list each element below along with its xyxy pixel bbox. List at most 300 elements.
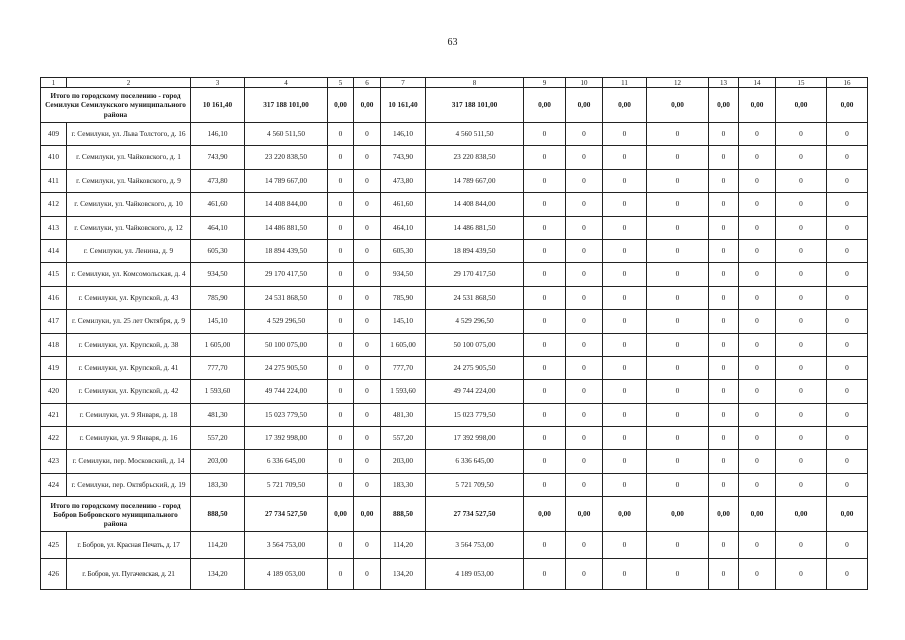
value-cell-col-11: 0,00 bbox=[603, 497, 647, 532]
column-header-16: 16 bbox=[827, 78, 868, 88]
table-header bbox=[41, 78, 868, 88]
address-cell: г. Семилуки, ул. Чайковского, д. 12 bbox=[67, 216, 191, 239]
value-cell-col-10: 0 bbox=[566, 216, 603, 239]
value-cell-col-12: 0 bbox=[647, 559, 709, 590]
value-cell-col-16: 0 bbox=[827, 403, 868, 426]
value-cell-col-3: 464,10 bbox=[191, 216, 245, 239]
value-cell-col-13: 0 bbox=[709, 380, 739, 403]
value-cell-col-9: 0 bbox=[524, 123, 566, 146]
value-cell-col-4: 23 220 838,50 bbox=[245, 146, 328, 169]
row-number-cell: 420 bbox=[41, 380, 67, 403]
value-cell-col-12: 0 bbox=[647, 403, 709, 426]
value-cell-col-12: 0 bbox=[647, 473, 709, 496]
value-cell-col-4: 49 744 224,00 bbox=[245, 380, 328, 403]
value-cell-col-3: 10 161,40 bbox=[191, 88, 245, 123]
value-cell-col-3: 134,20 bbox=[191, 559, 245, 590]
row-number-cell: 418 bbox=[41, 333, 67, 356]
value-cell-col-8: 317 188 101,00 bbox=[426, 88, 524, 123]
value-cell-col-4: 24 275 905,50 bbox=[245, 356, 328, 379]
value-cell-col-7: 934,50 bbox=[381, 263, 426, 286]
column-header-8: 8 bbox=[426, 78, 524, 88]
value-cell-col-16: 0 bbox=[827, 146, 868, 169]
value-cell-col-5: 0 bbox=[328, 473, 354, 496]
column-header-2: 2 bbox=[67, 78, 191, 88]
value-cell-col-14: 0 bbox=[739, 146, 776, 169]
value-cell-col-9: 0 bbox=[524, 286, 566, 309]
value-cell-col-5: 0 bbox=[328, 450, 354, 473]
value-cell-col-11: 0 bbox=[603, 333, 647, 356]
value-cell-col-12: 0 bbox=[647, 239, 709, 262]
value-cell-col-10: 0 bbox=[566, 169, 603, 192]
value-cell-col-16: 0 bbox=[827, 380, 868, 403]
table-row bbox=[41, 427, 868, 450]
value-cell-col-10: 0 bbox=[566, 532, 603, 559]
value-cell-col-6: 0 bbox=[354, 216, 381, 239]
table-row bbox=[41, 286, 868, 309]
total-row bbox=[41, 88, 868, 123]
column-header-12: 12 bbox=[647, 78, 709, 88]
value-cell-col-6: 0 bbox=[354, 403, 381, 426]
value-cell-col-12: 0 bbox=[647, 450, 709, 473]
value-cell-col-11: 0 bbox=[603, 169, 647, 192]
value-cell-col-13: 0 bbox=[709, 263, 739, 286]
table-body bbox=[41, 88, 868, 590]
value-cell-col-11: 0 bbox=[603, 193, 647, 216]
value-cell-col-8: 29 170 417,50 bbox=[426, 263, 524, 286]
address-cell: г. Семилуки, ул. 9 Января, д. 18 bbox=[67, 403, 191, 426]
value-cell-col-3: 934,50 bbox=[191, 263, 245, 286]
value-cell-col-16: 0 bbox=[827, 216, 868, 239]
value-cell-col-6: 0,00 bbox=[354, 88, 381, 123]
value-cell-col-12: 0 bbox=[647, 123, 709, 146]
value-cell-col-16: 0 bbox=[827, 310, 868, 333]
value-cell-col-16: 0 bbox=[827, 333, 868, 356]
value-cell-col-3: 743,90 bbox=[191, 146, 245, 169]
value-cell-col-13: 0 bbox=[709, 193, 739, 216]
value-cell-col-9: 0 bbox=[524, 169, 566, 192]
value-cell-col-9: 0 bbox=[524, 216, 566, 239]
value-cell-col-7: 464,10 bbox=[381, 216, 426, 239]
value-cell-col-15: 0 bbox=[776, 286, 827, 309]
value-cell-col-15: 0 bbox=[776, 123, 827, 146]
value-cell-col-6: 0 bbox=[354, 427, 381, 450]
value-cell-col-14: 0 bbox=[739, 473, 776, 496]
value-cell-col-11: 0 bbox=[603, 263, 647, 286]
column-header-4: 4 bbox=[245, 78, 328, 88]
value-cell-col-7: 203,00 bbox=[381, 450, 426, 473]
value-cell-col-6: 0 bbox=[354, 286, 381, 309]
value-cell-col-16: 0 bbox=[827, 427, 868, 450]
value-cell-col-15: 0 bbox=[776, 356, 827, 379]
value-cell-col-16: 0 bbox=[827, 532, 868, 559]
address-cell: г. Семилуки, пер. Октябрьский, д. 19 bbox=[67, 473, 191, 496]
value-cell-col-10: 0,00 bbox=[566, 88, 603, 123]
value-cell-col-12: 0 bbox=[647, 216, 709, 239]
value-cell-col-5: 0 bbox=[328, 216, 354, 239]
value-cell-col-12: 0 bbox=[647, 193, 709, 216]
value-cell-col-9: 0 bbox=[524, 380, 566, 403]
value-cell-col-13: 0,00 bbox=[709, 497, 739, 532]
value-cell-col-13: 0 bbox=[709, 473, 739, 496]
value-cell-col-4: 4 529 296,50 bbox=[245, 310, 328, 333]
value-cell-col-9: 0 bbox=[524, 356, 566, 379]
value-cell-col-7: 888,50 bbox=[381, 497, 426, 532]
value-cell-col-16: 0 bbox=[827, 356, 868, 379]
value-cell-col-7: 777,70 bbox=[381, 356, 426, 379]
value-cell-col-11: 0 bbox=[603, 532, 647, 559]
page-number: 63 bbox=[447, 37, 458, 48]
value-cell-col-5: 0 bbox=[328, 169, 354, 192]
row-number-cell: 422 bbox=[41, 427, 67, 450]
value-cell-col-7: 1 593,60 bbox=[381, 380, 426, 403]
value-cell-col-8: 49 744 224,00 bbox=[426, 380, 524, 403]
value-cell-col-15: 0 bbox=[776, 193, 827, 216]
value-cell-col-13: 0 bbox=[709, 310, 739, 333]
value-cell-col-13: 0 bbox=[709, 123, 739, 146]
value-cell-col-13: 0 bbox=[709, 532, 739, 559]
value-cell-col-6: 0 bbox=[354, 333, 381, 356]
value-cell-col-12: 0 bbox=[647, 333, 709, 356]
value-cell-col-8: 14 486 881,50 bbox=[426, 216, 524, 239]
address-cell: г. Семилуки, ул. Крупской, д. 42 bbox=[67, 380, 191, 403]
value-cell-col-10: 0 bbox=[566, 356, 603, 379]
row-number-cell: 425 bbox=[41, 532, 67, 559]
value-cell-col-13: 0,00 bbox=[709, 88, 739, 123]
value-cell-col-9: 0 bbox=[524, 532, 566, 559]
value-cell-col-16: 0 bbox=[827, 263, 868, 286]
value-cell-col-14: 0 bbox=[739, 333, 776, 356]
value-cell-col-16: 0 bbox=[827, 559, 868, 590]
value-cell-col-10: 0 bbox=[566, 380, 603, 403]
value-cell-col-9: 0 bbox=[524, 239, 566, 262]
value-cell-col-11: 0,00 bbox=[603, 88, 647, 123]
value-cell-col-13: 0 bbox=[709, 216, 739, 239]
value-cell-col-4: 6 336 645,00 bbox=[245, 450, 328, 473]
value-cell-col-3: 461,60 bbox=[191, 193, 245, 216]
value-cell-col-10: 0 bbox=[566, 146, 603, 169]
value-cell-col-13: 0 bbox=[709, 146, 739, 169]
value-cell-col-6: 0 bbox=[354, 450, 381, 473]
value-cell-col-13: 0 bbox=[709, 356, 739, 379]
value-cell-col-12: 0 bbox=[647, 169, 709, 192]
value-cell-col-10: 0 bbox=[566, 403, 603, 426]
value-cell-col-16: 0 bbox=[827, 193, 868, 216]
value-cell-col-13: 0 bbox=[709, 450, 739, 473]
value-cell-col-8: 24 275 905,50 bbox=[426, 356, 524, 379]
table-row bbox=[41, 559, 868, 590]
table-row bbox=[41, 263, 868, 286]
value-cell-col-14: 0 bbox=[739, 193, 776, 216]
value-cell-col-5: 0 bbox=[328, 333, 354, 356]
value-cell-col-5: 0 bbox=[328, 123, 354, 146]
value-cell-col-7: 605,30 bbox=[381, 239, 426, 262]
value-cell-col-5: 0 bbox=[328, 380, 354, 403]
value-cell-col-4: 14 486 881,50 bbox=[245, 216, 328, 239]
table-row bbox=[41, 310, 868, 333]
value-cell-col-5: 0 bbox=[328, 427, 354, 450]
value-cell-col-7: 461,60 bbox=[381, 193, 426, 216]
value-cell-col-6: 0 bbox=[354, 169, 381, 192]
value-cell-col-9: 0 bbox=[524, 263, 566, 286]
value-cell-col-4: 14 789 667,00 bbox=[245, 169, 328, 192]
value-cell-col-16: 0 bbox=[827, 286, 868, 309]
value-cell-col-15: 0 bbox=[776, 380, 827, 403]
row-number-cell: 415 bbox=[41, 263, 67, 286]
value-cell-col-5: 0 bbox=[328, 310, 354, 333]
value-cell-col-14: 0,00 bbox=[739, 88, 776, 123]
table-row bbox=[41, 146, 868, 169]
value-cell-col-7: 134,20 bbox=[381, 559, 426, 590]
row-number-cell: 412 bbox=[41, 193, 67, 216]
value-cell-col-3: 183,30 bbox=[191, 473, 245, 496]
column-header-1: 1 bbox=[41, 78, 67, 88]
value-cell-col-9: 0,00 bbox=[524, 88, 566, 123]
row-number-cell: 416 bbox=[41, 286, 67, 309]
value-cell-col-3: 114,20 bbox=[191, 532, 245, 559]
table-row bbox=[41, 450, 868, 473]
value-cell-col-14: 0 bbox=[739, 239, 776, 262]
value-cell-col-7: 145,10 bbox=[381, 310, 426, 333]
column-header-5: 5 bbox=[328, 78, 354, 88]
value-cell-col-11: 0 bbox=[603, 146, 647, 169]
row-number-cell: 424 bbox=[41, 473, 67, 496]
column-header-3: 3 bbox=[191, 78, 245, 88]
value-cell-col-11: 0 bbox=[603, 450, 647, 473]
table-row bbox=[41, 473, 868, 496]
value-cell-col-15: 0 bbox=[776, 532, 827, 559]
value-cell-col-10: 0 bbox=[566, 450, 603, 473]
value-cell-col-15: 0 bbox=[776, 427, 827, 450]
value-cell-col-16: 0 bbox=[827, 473, 868, 496]
table-row bbox=[41, 193, 868, 216]
row-number-cell: 414 bbox=[41, 239, 67, 262]
value-cell-col-7: 10 161,40 bbox=[381, 88, 426, 123]
value-cell-col-3: 777,70 bbox=[191, 356, 245, 379]
value-cell-col-9: 0 bbox=[524, 310, 566, 333]
value-cell-col-11: 0 bbox=[603, 559, 647, 590]
value-cell-col-14: 0 bbox=[739, 310, 776, 333]
value-cell-col-8: 14 408 844,00 bbox=[426, 193, 524, 216]
address-cell: г. Семилуки, ул. 25 лет Октября, д. 9 bbox=[67, 310, 191, 333]
value-cell-col-10: 0 bbox=[566, 310, 603, 333]
value-cell-col-7: 146,10 bbox=[381, 123, 426, 146]
value-cell-col-13: 0 bbox=[709, 427, 739, 450]
value-cell-col-4: 17 392 998,00 bbox=[245, 427, 328, 450]
value-cell-col-5: 0 bbox=[328, 146, 354, 169]
table-row bbox=[41, 123, 868, 146]
value-cell-col-4: 24 531 868,50 bbox=[245, 286, 328, 309]
value-cell-col-15: 0 bbox=[776, 559, 827, 590]
value-cell-col-6: 0 bbox=[354, 239, 381, 262]
value-cell-col-7: 183,30 bbox=[381, 473, 426, 496]
value-cell-col-12: 0 bbox=[647, 310, 709, 333]
table-row bbox=[41, 532, 868, 559]
address-cell: г. Семилуки, ул. Крупской, д. 41 bbox=[67, 356, 191, 379]
value-cell-col-12: 0 bbox=[647, 356, 709, 379]
value-cell-col-3: 473,80 bbox=[191, 169, 245, 192]
value-cell-col-15: 0 bbox=[776, 216, 827, 239]
value-cell-col-15: 0 bbox=[776, 403, 827, 426]
value-cell-col-15: 0 bbox=[776, 239, 827, 262]
value-cell-col-9: 0 bbox=[524, 193, 566, 216]
row-number-cell: 423 bbox=[41, 450, 67, 473]
value-cell-col-7: 473,80 bbox=[381, 169, 426, 192]
value-cell-col-3: 146,10 bbox=[191, 123, 245, 146]
value-cell-col-6: 0 bbox=[354, 380, 381, 403]
value-cell-col-5: 0,00 bbox=[328, 497, 354, 532]
value-cell-col-5: 0 bbox=[328, 286, 354, 309]
value-cell-col-8: 24 531 868,50 bbox=[426, 286, 524, 309]
column-header-7: 7 bbox=[381, 78, 426, 88]
value-cell-col-14: 0 bbox=[739, 286, 776, 309]
value-cell-col-16: 0,00 bbox=[827, 88, 868, 123]
column-header-11: 11 bbox=[603, 78, 647, 88]
value-cell-col-9: 0,00 bbox=[524, 497, 566, 532]
value-cell-col-14: 0 bbox=[739, 216, 776, 239]
value-cell-col-8: 4 529 296,50 bbox=[426, 310, 524, 333]
column-header-15: 15 bbox=[776, 78, 827, 88]
value-cell-col-15: 0 bbox=[776, 333, 827, 356]
value-cell-col-10: 0 bbox=[566, 263, 603, 286]
value-cell-col-8: 5 721 709,50 bbox=[426, 473, 524, 496]
total-label-cell: Итого по городскому поселению - город Семилуки Семилукского муниципального района bbox=[41, 88, 191, 123]
value-cell-col-3: 605,30 bbox=[191, 239, 245, 262]
value-cell-col-9: 0 bbox=[524, 473, 566, 496]
value-cell-col-7: 557,20 bbox=[381, 427, 426, 450]
value-cell-col-3: 785,90 bbox=[191, 286, 245, 309]
value-cell-col-5: 0 bbox=[328, 193, 354, 216]
value-cell-col-9: 0 bbox=[524, 403, 566, 426]
value-cell-col-11: 0 bbox=[603, 216, 647, 239]
table-row bbox=[41, 216, 868, 239]
value-cell-col-8: 23 220 838,50 bbox=[426, 146, 524, 169]
value-cell-col-12: 0 bbox=[647, 380, 709, 403]
value-cell-col-9: 0 bbox=[524, 559, 566, 590]
address-cell: г. Семилуки, ул. Чайковского, д. 1 bbox=[67, 146, 191, 169]
value-cell-col-4: 4 560 511,50 bbox=[245, 123, 328, 146]
value-cell-col-15: 0 bbox=[776, 146, 827, 169]
value-cell-col-8: 50 100 075,00 bbox=[426, 333, 524, 356]
value-cell-col-3: 557,20 bbox=[191, 427, 245, 450]
value-cell-col-15: 0 bbox=[776, 310, 827, 333]
value-cell-col-3: 1 593,60 bbox=[191, 380, 245, 403]
value-cell-col-11: 0 bbox=[603, 473, 647, 496]
value-cell-col-7: 743,90 bbox=[381, 146, 426, 169]
value-cell-col-4: 18 894 439,50 bbox=[245, 239, 328, 262]
value-cell-col-6: 0 bbox=[354, 532, 381, 559]
value-cell-col-4: 4 189 053,00 bbox=[245, 559, 328, 590]
value-cell-col-9: 0 bbox=[524, 450, 566, 473]
value-cell-col-5: 0 bbox=[328, 263, 354, 286]
value-cell-col-15: 0 bbox=[776, 263, 827, 286]
value-cell-col-7: 114,20 bbox=[381, 532, 426, 559]
value-cell-col-6: 0 bbox=[354, 123, 381, 146]
value-cell-col-11: 0 bbox=[603, 310, 647, 333]
value-cell-col-12: 0,00 bbox=[647, 497, 709, 532]
table-row bbox=[41, 169, 868, 192]
value-cell-col-14: 0 bbox=[739, 380, 776, 403]
value-cell-col-16: 0 bbox=[827, 450, 868, 473]
address-cell: г. Семилуки, ул. Чайковского, д. 10 bbox=[67, 193, 191, 216]
value-cell-col-4: 50 100 075,00 bbox=[245, 333, 328, 356]
value-cell-col-11: 0 bbox=[603, 356, 647, 379]
value-cell-col-4: 317 188 101,00 bbox=[245, 88, 328, 123]
value-cell-col-10: 0 bbox=[566, 286, 603, 309]
column-header-13: 13 bbox=[709, 78, 739, 88]
value-cell-col-5: 0 bbox=[328, 403, 354, 426]
value-cell-col-6: 0 bbox=[354, 356, 381, 379]
value-cell-col-3: 888,50 bbox=[191, 497, 245, 532]
value-cell-col-15: 0 bbox=[776, 169, 827, 192]
address-cell: г. Семилуки, ул. Ленина, д. 9 bbox=[67, 239, 191, 262]
value-cell-col-14: 0 bbox=[739, 356, 776, 379]
row-number-cell: 421 bbox=[41, 403, 67, 426]
value-cell-col-10: 0 bbox=[566, 473, 603, 496]
value-cell-col-9: 0 bbox=[524, 333, 566, 356]
row-number-cell: 409 bbox=[41, 123, 67, 146]
value-cell-col-14: 0 bbox=[739, 532, 776, 559]
address-cell: г. Семилуки, ул. Крупской, д. 38 bbox=[67, 333, 191, 356]
value-cell-col-8: 17 392 998,00 bbox=[426, 427, 524, 450]
value-cell-col-14: 0 bbox=[739, 403, 776, 426]
value-cell-col-15: 0,00 bbox=[776, 497, 827, 532]
value-cell-col-7: 481,30 bbox=[381, 403, 426, 426]
table-row bbox=[41, 403, 868, 426]
value-cell-col-8: 27 734 527,50 bbox=[426, 497, 524, 532]
total-label-cell: Итого по городскому поселению - город Бобров Бобровского муниципального района bbox=[41, 497, 191, 532]
address-cell: г. Семилуки, пер. Московский, д. 14 bbox=[67, 450, 191, 473]
value-cell-col-16: 0 bbox=[827, 169, 868, 192]
value-cell-col-12: 0 bbox=[647, 263, 709, 286]
address-cell: г. Семилуки, ул. Чайковского, д. 9 bbox=[67, 169, 191, 192]
value-cell-col-13: 0 bbox=[709, 403, 739, 426]
value-cell-col-14: 0 bbox=[739, 263, 776, 286]
value-cell-col-15: 0 bbox=[776, 473, 827, 496]
value-cell-col-12: 0 bbox=[647, 146, 709, 169]
value-cell-col-11: 0 bbox=[603, 123, 647, 146]
value-cell-col-10: 0 bbox=[566, 427, 603, 450]
table-row bbox=[41, 380, 868, 403]
value-cell-col-8: 14 789 667,00 bbox=[426, 169, 524, 192]
value-cell-col-7: 1 605,00 bbox=[381, 333, 426, 356]
total-row bbox=[41, 497, 868, 532]
value-cell-col-6: 0 bbox=[354, 473, 381, 496]
address-cell: г. Семилуки, ул. Льва Толстого, д. 16 bbox=[67, 123, 191, 146]
table-row bbox=[41, 333, 868, 356]
header-row bbox=[41, 78, 868, 88]
value-cell-col-9: 0 bbox=[524, 427, 566, 450]
value-cell-col-8: 6 336 645,00 bbox=[426, 450, 524, 473]
column-header-9: 9 bbox=[524, 78, 566, 88]
value-cell-col-13: 0 bbox=[709, 286, 739, 309]
value-cell-col-14: 0 bbox=[739, 450, 776, 473]
value-cell-col-6: 0 bbox=[354, 559, 381, 590]
value-cell-col-12: 0 bbox=[647, 286, 709, 309]
value-cell-col-4: 3 564 753,00 bbox=[245, 532, 328, 559]
value-cell-col-5: 0 bbox=[328, 532, 354, 559]
value-cell-col-8: 3 564 753,00 bbox=[426, 532, 524, 559]
value-cell-col-6: 0 bbox=[354, 146, 381, 169]
value-cell-col-12: 0,00 bbox=[647, 88, 709, 123]
value-cell-col-13: 0 bbox=[709, 169, 739, 192]
row-number-cell: 413 bbox=[41, 216, 67, 239]
value-cell-col-6: 0 bbox=[354, 263, 381, 286]
row-number-cell: 411 bbox=[41, 169, 67, 192]
value-cell-col-13: 0 bbox=[709, 559, 739, 590]
value-cell-col-3: 145,10 bbox=[191, 310, 245, 333]
value-cell-col-11: 0 bbox=[603, 286, 647, 309]
table-row bbox=[41, 239, 868, 262]
